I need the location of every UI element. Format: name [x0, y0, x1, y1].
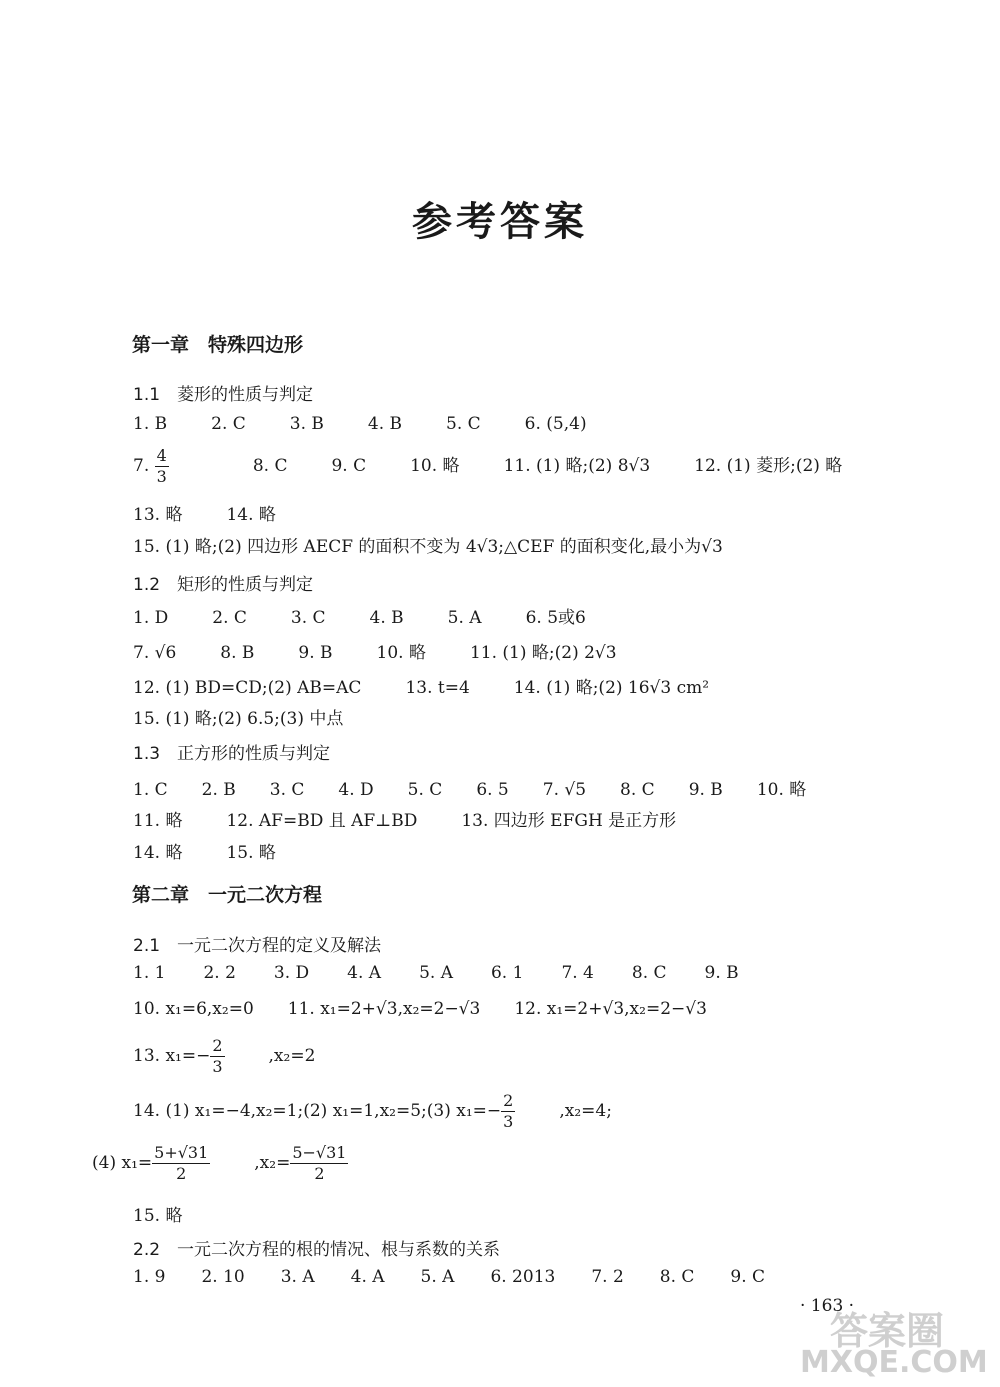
answer: 3. B [289, 414, 324, 434]
answer: 9. B [688, 780, 723, 800]
answer: 6. 2013 [490, 1267, 556, 1287]
answer: 6. 5 [476, 780, 509, 800]
answer-row [133, 500, 320, 525]
answer: 8. C [659, 1267, 695, 1287]
answer: 7. 4 [561, 963, 594, 983]
section-2-2-title: 2.2 一元二次方程的根的情况、根与系数的关系 [133, 1240, 501, 1260]
answer: 1. 9 [133, 1267, 166, 1287]
answer: 7. √6 [133, 643, 177, 663]
answer: 5. A [419, 963, 453, 983]
answer: 8. C [631, 963, 667, 983]
answer: 15. 略 [226, 843, 276, 863]
answer-row: 15. (1) 略;(2) 6.5;(3) 中点 [133, 709, 344, 729]
answer: 9. C [730, 1267, 766, 1287]
answer-text: ,x₂=4; [559, 1101, 612, 1121]
answer: 6. (5,4) [524, 414, 587, 434]
answer: 5. A [447, 608, 482, 628]
answer-row [133, 806, 720, 831]
answer-row: 15. 略 [133, 1206, 183, 1226]
section-2-1-title: 2.1 一元二次方程的定义及解法 [133, 936, 382, 956]
chapter-1-title: 第一章 特殊四边形 [132, 334, 304, 356]
answer: 1. D [133, 608, 169, 628]
answer: 12. (1) 菱形;(2) 略 [694, 456, 843, 476]
answer: 6. 5或6 [525, 608, 586, 628]
section-1-1-title: 1.1 菱形的性质与判定 [133, 385, 314, 405]
answer: 2. C [211, 414, 246, 434]
answer: 6. 1 [490, 963, 524, 983]
answer: 1. B [133, 414, 168, 434]
answer: 3. C [290, 608, 326, 628]
answer: 2. B [201, 780, 236, 800]
answer-text: ,x₂=2 [268, 1046, 316, 1066]
answer-row [133, 446, 886, 487]
answer: 8. B [220, 643, 255, 663]
answer: 12. x₁=2+√3,x₂=2−√3 [514, 999, 707, 1019]
answer: 1. 1 [133, 963, 166, 983]
section-1-3-title: 1.3 正方形的性质与判定 [133, 744, 331, 764]
answer: 10. 略 [410, 456, 460, 476]
answer-text: (4) x₁= [92, 1153, 153, 1173]
answer: 4. A [350, 1267, 385, 1287]
answer: 8. C [620, 780, 655, 800]
fraction: $\frac{5-√31}{2}$ [292, 1143, 347, 1183]
answer: 12. (1) BD=CD;(2) AB=AC [133, 678, 362, 698]
answer-row [133, 999, 707, 1019]
answer: 7. $\frac{4}{3}$ [133, 446, 213, 487]
fraction: $\frac{2}{3}$ [503, 1091, 514, 1131]
answer: 9. B [298, 643, 333, 663]
answer: 3. A [280, 1267, 315, 1287]
answer: 11. (1) 略;(2) 2√3 [469, 643, 617, 663]
answer-row [133, 1036, 315, 1077]
answer: 10. x₁=6,x₂=0 [133, 999, 254, 1019]
answer-text: 13. x₁=− [133, 1046, 211, 1066]
answer: 9. C [331, 456, 367, 476]
watermark-url: MXQE.COM [800, 1345, 988, 1380]
fraction: $\frac{4}{3}$ [156, 446, 167, 486]
answer-row [133, 963, 739, 983]
answer: 7. √5 [542, 780, 587, 800]
answer-row [133, 673, 753, 698]
answer: 7. 2 [591, 1267, 624, 1287]
answer: 11. 略 [133, 811, 183, 831]
answer: 4. D [338, 780, 374, 800]
answer-row [133, 838, 320, 863]
answer: 11. (1) 略;(2) 8√3 [503, 456, 651, 476]
answer-row: 15. (1) 略;(2) 四边形 AECF 的面积不变为 4√3;△CEF 的面积变化,最小为√3 [133, 537, 723, 557]
answer: 4. A [347, 963, 382, 983]
answer: 9. B [704, 963, 739, 983]
answer: 14. 略 [226, 505, 276, 525]
answer-row [133, 1267, 765, 1287]
answer: 2. 10 [201, 1267, 245, 1287]
answer: 12. AF=BD 且 AF⊥BD [226, 811, 418, 831]
answer: 5. C [407, 780, 443, 800]
page-number: · 163 · [800, 1296, 855, 1316]
answer-row [133, 1091, 612, 1132]
answer: 13. t=4 [405, 678, 470, 698]
answer-row [133, 775, 806, 800]
fraction: $\frac{2}{3}$ [212, 1036, 223, 1076]
answer-text: ,x₂= [254, 1153, 291, 1173]
answer-row [133, 414, 631, 434]
fraction: $\frac{5+√31}{2}$ [154, 1143, 209, 1183]
answer: 2. 2 [203, 963, 236, 983]
answer: 1. C [133, 780, 168, 800]
answer: 10. 略 [376, 643, 426, 663]
answer: 13. 略 [133, 505, 183, 525]
answer: 11. x₁=2+√3,x₂=2−√3 [287, 999, 481, 1019]
answer: 5. A [420, 1267, 455, 1287]
answer-row [133, 603, 630, 628]
answer: 4. B [367, 414, 403, 434]
answer: 2. C [212, 608, 247, 628]
answer: 14. (1) 略;(2) 16√3 cm² [513, 678, 710, 698]
answer-text: 14. (1) x₁=−4,x₂=1;(2) x₁=1,x₂=5;(3) x₁=− [133, 1101, 502, 1121]
watermark-logo: 答案圈 [830, 1309, 945, 1353]
answer-row [133, 638, 661, 663]
answer: 5. C [446, 414, 481, 434]
page-title: 参考答案 [412, 199, 588, 245]
answer: 3. C [269, 780, 305, 800]
answer: 10. 略 [756, 780, 807, 800]
answer: 8. C [252, 456, 288, 476]
answer: 4. B [369, 608, 404, 628]
answer: 3. D [273, 963, 310, 983]
chapter-2-title: 第二章 一元二次方程 [132, 884, 323, 906]
answer: 13. 四边形 EFGH 是正方形 [461, 811, 677, 831]
answer: 14. 略 [133, 843, 183, 863]
answer-row [92, 1143, 392, 1184]
section-1-2-title: 1.2 矩形的性质与判定 [133, 575, 314, 595]
